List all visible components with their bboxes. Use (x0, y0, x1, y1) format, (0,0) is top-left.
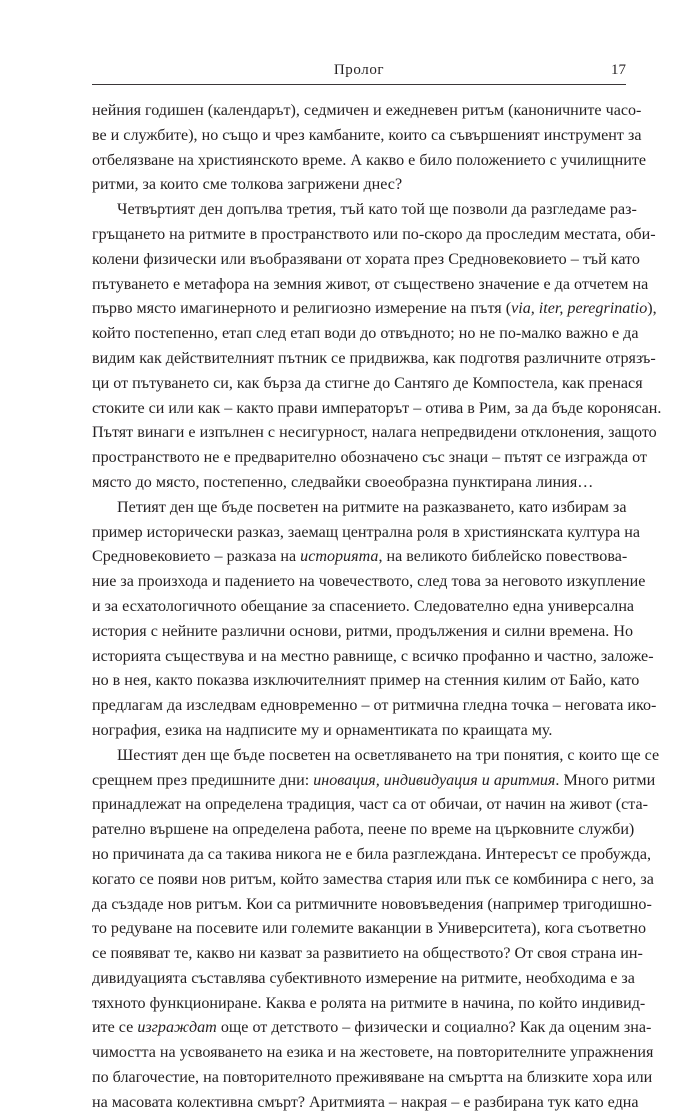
text-line: място до място, постепенно, следвайки своеобразна пунктирана линия… (92, 473, 594, 491)
text-line: стоките си или как – както прави императорът – отива в Рим, за да бъде коронясан. (92, 399, 662, 417)
text-line: който постепенно, етап след етап води до отвъдното; но не по-малко важно е да (92, 325, 639, 343)
text-line: видим как действителният пътник се придвижва, как подготвя различните отрязъ- (92, 349, 656, 367)
text-line: да създаде нов ритъм. Кои са ритмичните нововъведения (например тригодишно- (92, 895, 652, 913)
text-line: по благочестие, на повторителното преживяване на смъртта на близките хора или (92, 1069, 653, 1087)
text-line: се появяват те, какво ни казват за развитието на обществото? От своя страна ин- (92, 945, 643, 963)
text-line: предлагам да изследвам едновременно – от ритмична гледна точка – неговата ико- (92, 697, 657, 715)
text-line: история с нейните различни основи, ритми, продължения и силни времена. Но (92, 622, 633, 640)
text-line: ве и службите), но също и чрез камбаните, които са съвършеният инструмент за (92, 126, 642, 144)
chapter-title: Пролог (333, 62, 385, 78)
text-line: дивидуацията съставлява субективното измерение на ритмите, необходима е за (92, 969, 635, 987)
text-line: когато се появи нов ритъм, който замества стария или пък се комбинира с него, за (92, 870, 654, 888)
text-line: ите се изграждат още от детството – физически и социално? Как да оценим зна- (92, 1019, 652, 1037)
text-line: ние за произхода и падението на човечеството, след това за неговото изкупление (92, 573, 646, 591)
text-line: но причината да са такива никога не е била разглеждана. Интересът се пробужда, (92, 845, 651, 863)
italic-term: изграждат (137, 1019, 217, 1037)
running-header (92, 62, 626, 80)
body-text (92, 99, 662, 1116)
text-line: принадлежат на определена традиция, част са от обичаи, от начин на живот (ста- (92, 796, 648, 814)
text-line: рателно вършене на определена работа, пеене по време на църковните служби) (92, 821, 635, 839)
text-line: пътуването е метафора на земния живот, от съществено значение е да отчетем на (92, 275, 649, 293)
italic-term: историята (300, 548, 379, 566)
text-line: първо място имагинерното и религиозно измерение на пътя (via, iter, peregrinatio), (92, 300, 657, 318)
text-line: тяхното функциониране. Каква е ролята на ритмите в начина, по който индивид- (92, 994, 646, 1012)
italic-term: via, iter, peregrinatio (511, 300, 648, 318)
text-line: нография, езика на надписите му и орнаментиката по краищата му. (92, 721, 553, 739)
text-line: ци от пътуването си, как бърза да стигне до Сантяго де Компостела, как пренася (92, 374, 643, 392)
text-line: ритми, за които сме толкова загрижени днес? (92, 176, 403, 194)
paragraph-start: Четвъртият ден допълва третия, тъй като той ще позволи да разгледаме раз- (117, 201, 637, 219)
text-line: на масовата колективна смърт? Аритмията – накрая – е разбирана тук като една (92, 1093, 639, 1111)
italic-term: иновация, индивидуация и аритмия (313, 771, 556, 789)
text-line: Средновековието – разказа на историята, на великото библейско повествова- (92, 548, 628, 566)
text-line: чимостта на усвояването на езика и на жестовете, на повторителните упражнения (92, 1044, 654, 1062)
text-line: и за есхатологичното обещание за спасението. Следователно една универсална (92, 597, 635, 615)
text-line: Пътят винаги е изпълнен с несигурност, налага непредвидени отклонения, защото (92, 424, 657, 442)
text-line: но в нея, както показва изключителният пример на стенния килим от Байо, като (92, 672, 640, 690)
paragraph-start: Петият ден ще бъде посветен на ритмите на разказването, като избирам за (117, 498, 627, 516)
text-line: историята съществува и на местно равнище, с всичко профанно и частно, заложе- (92, 647, 654, 665)
page-number: 17 (611, 62, 626, 78)
text-line: нейния годишен (календарът), седмичен и ежедневен ритъм (каноничните часо- (92, 102, 642, 119)
text-line: колени физически или въобразявани от хората през Средновековието – тъй като (92, 250, 640, 268)
paragraph-start: Шестият ден ще бъде посветен на осветляването на три понятия, с които ще се (117, 746, 660, 764)
text-line: пространството не е предварително обозначено със знаци – пътят се изгражда от (92, 449, 648, 467)
text-line: отбелязване на християнското време. А какво е било положението с училищните (92, 151, 647, 169)
text-line: пример исторически разказ, заемащ централна роля в християнската култура на (92, 523, 640, 541)
text-line: то редуване на посевите или големите ваканции в Университета), кога съответно (92, 920, 647, 938)
header-rule (92, 84, 626, 85)
text-line: срещнем през предишните дни: иновация, индивидуация и аритмия. Много ритми (92, 771, 656, 789)
text-line: гръщането на ритмите в пространството или по-скоро да проследим местата, оби- (92, 225, 656, 243)
